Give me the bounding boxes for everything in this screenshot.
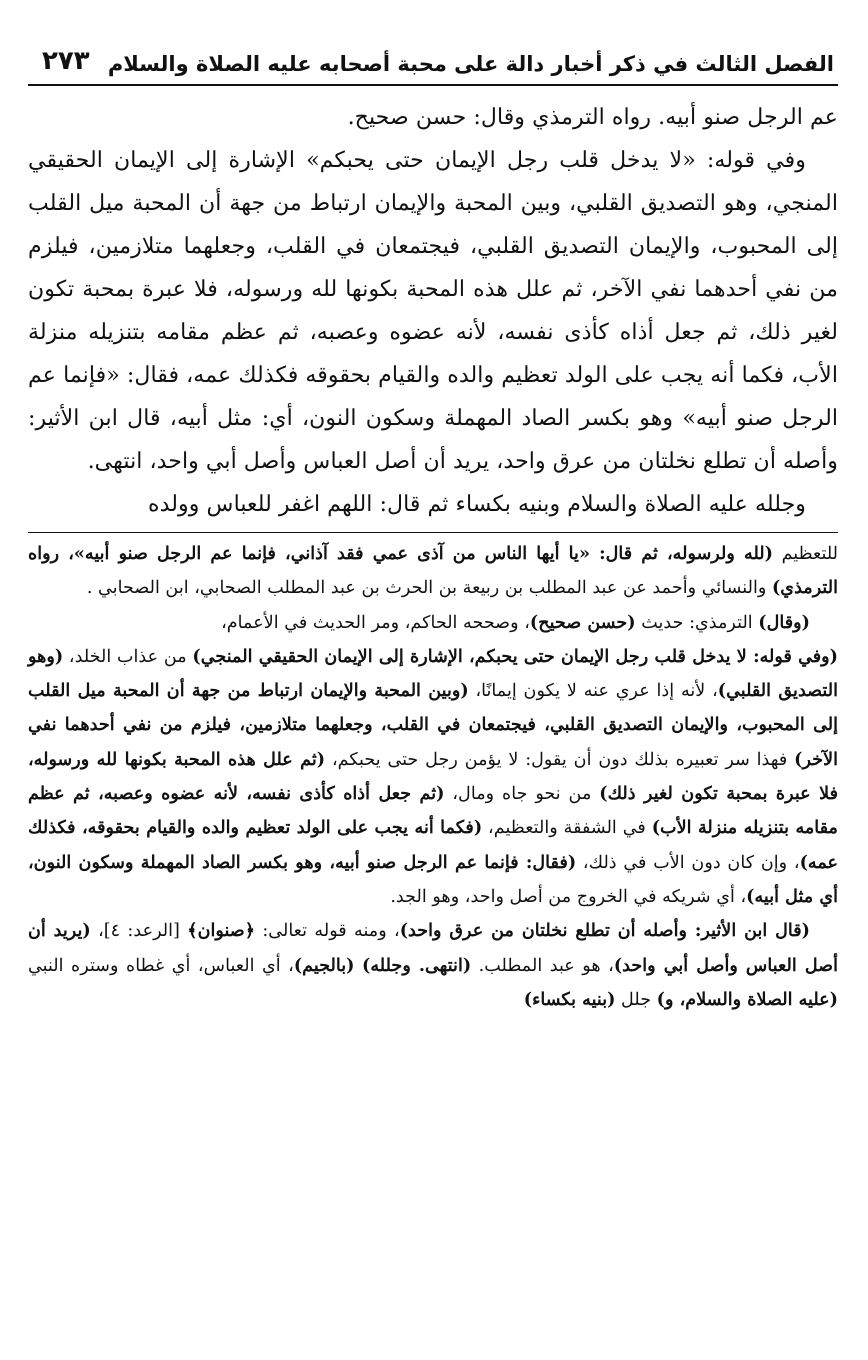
quoted-text: (وفي قوله: لا يدخل قلب رجل الإيمان حتى يحبكم، الإشارة إلى الإيمان الحقيقي المنجي) — [192, 645, 839, 667]
main-paragraph-2: وفي قوله: «لا يدخل قلب رجل الإيمان حتى يحبكم» الإشارة إلى الإيمان الحقيقي المنجي، وهو التصديق القلبي، وبين المحبة والإيمان ارتباط من جهة أن المحبة ميل القلب إلى المحبوب، والإيمان التصديق القلبي، فيجتمعان في القلب، وجعلهما متلازمين، فيلزم من نفي أحدهما نفي الآخر، ثم علل هذه المحبة بكونها لله ورسوله، فلا عبرة بمحبة تكون لغير ذلك، ثم جعل أذاه كأذى نفسه، لأنه عضوه وعصبه، ثم عظم مقامه بتنزيله منزلة الأب، فكما أنه يجب على الولد تعظيم والده والقيام بحقوقه فكذلك عمه، فقال: «فإنما عم الرجل صنو أبيه» وهو بكسر الصاد المهملة وسكون النون، أي: مثل أبيه، قال ابن الأثير: وأصله أن تطلع نخلتان من عرق واحد، يريد أن أصل العباس وأصل أبي واحد، انتهى. — [28, 147, 838, 474]
note-text: فهذا سر تعبيره بذلك دون أن يقول: لا يؤمن رجل حتى يحبكم، — [325, 749, 795, 770]
quoted-text: (بالجيم) — [293, 954, 355, 976]
quoted-text: (وقال) — [758, 611, 810, 633]
note-text: جلل — [615, 989, 657, 1010]
note-text: في الشفقة والتعظيم، — [482, 818, 652, 839]
note-text: للتعظيم — [772, 544, 839, 564]
page-header — [28, 22, 838, 76]
header-rule — [28, 84, 838, 86]
note-text: من نحو جاه ومال، — [444, 784, 600, 805]
footnote-separator — [28, 532, 838, 533]
note-text: والنسائي وأحمد عن عبد المطلب بن ربيعة بن الحرث بن عبد المطلب الصحابي، ابن الصحابي . — [86, 578, 772, 599]
quoted-text: (انتهى. وجلله) — [362, 954, 472, 976]
note-text: [الرعد: ٤]، — [90, 921, 188, 942]
main-paragraph-3: وجلله عليه الصلاة والسلام وبنيه بكساء ثم قال: اللهم اغفر للعباس وولده — [147, 491, 806, 517]
quran-citation: ﴿صنوان﴾ — [187, 920, 256, 942]
quoted-text: (ثم علل هذه المحبة بكونها لله ورسوله، فلا عبرة بمحبة تكون لغير ذلك) — [28, 748, 838, 805]
note-text: ، وصححه الحاكم، ومر الحديث في الأعمام، — [221, 612, 530, 633]
note-text: ، أي العباس، أي غطاه وستره النبي — [28, 955, 294, 976]
quoted-text: (بنيه بكساء) — [523, 988, 616, 1010]
note-text: من عذاب الخلد، — [63, 646, 193, 667]
commentary-paragraph-4 — [28, 914, 838, 1017]
note-text: ، أي شريكه في الخروج من أصل واحد، وهو الجد. — [390, 886, 747, 907]
commentary — [28, 537, 838, 1017]
note-text: ، ومنه قوله تعالى: — [255, 921, 400, 942]
quoted-text: (عليه الصلاة والسلام، و) — [656, 988, 838, 1010]
quoted-text: (فكما أنه يجب على الولد تعظيم والده والقيام بحقوقه، فكذلك عمه) — [28, 817, 838, 873]
quoted-text: (يريد أن أصل العباس وأصل أبي واحد) — [28, 920, 838, 976]
note-text: ، هو عبد المطلب. — [471, 955, 614, 976]
quoted-text: (فقال: فإنما عم الرجل صنو أبيه، وهو بكسر الصاد المهملة وسكون النون، أي مثل أبيه) — [28, 851, 838, 907]
note-text: الترمذي: حديث — [635, 612, 759, 633]
chapter-title: الفصل الثالث في ذكر أخبار دالة على محبة أصحابه عليه الصلاة والسلام — [107, 52, 834, 76]
commentary-paragraph-2 — [28, 606, 838, 640]
quoted-text: (لله ولرسوله، ثم قال: «يا أيها الناس من آذى عمي فقد آذاني، فإنما عم الرجل صنو أبيه»، رواه الترمذي) — [28, 543, 838, 599]
note-text — [355, 956, 363, 976]
note-text: ، لأنه إذا عري عنه لا يكون إيمانًا، — [468, 681, 718, 702]
quoted-text: (وبين المحبة والإيمان ارتباط من جهة أن المحبة ميل القلب إلى المحبوب، والإيمان التصديق القلبي، فيجتمعان في القلب، وجعلهما متلازمين، فيلزم من نفي أحدهما نفي الآخر) — [28, 680, 838, 770]
quoted-text: (قال ابن الأثير: وأصله أن تطلع نخلتان من عرق واحد) — [399, 920, 811, 942]
note-text: ، وإن كان دون الأب في ذلك، — [576, 852, 800, 873]
quoted-text: (وهو التصديق القلبي) — [28, 645, 838, 702]
commentary-paragraph-3 — [28, 640, 838, 914]
main-paragraph-1: عم الرجل صنو أبيه. رواه الترمذي وقال: حسن صحيح. — [347, 104, 838, 130]
quoted-text: (ثم جعل أذاه كأذى نفسه، لأنه عضوه وعصبه، ثم عظم مقامه بتنزيله منزلة الأب) — [28, 783, 838, 839]
commentary-paragraph-1 — [28, 537, 838, 606]
page-number: ٢٧٣ — [42, 46, 90, 76]
page — [28, 22, 838, 1340]
quoted-text: (حسن صحيح) — [529, 611, 636, 633]
main-text — [28, 96, 838, 526]
